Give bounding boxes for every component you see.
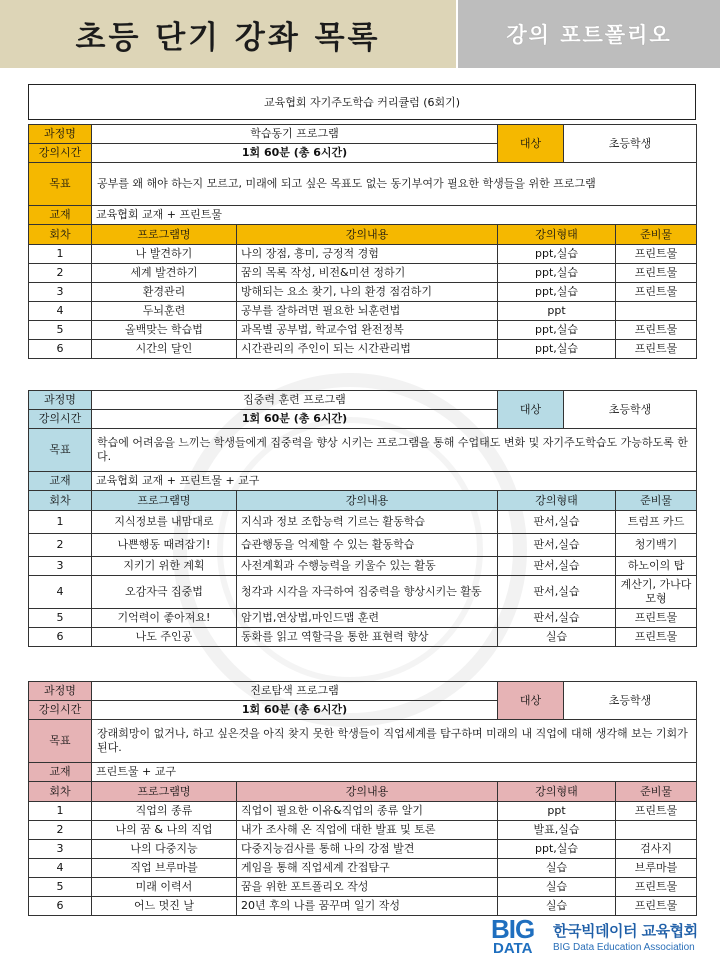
logo-mark-top: BIG	[491, 914, 535, 944]
program-name: 나도 주인공	[92, 628, 237, 647]
goal-text: 학습에 어려움을 느끼는 학생들에게 집중력을 향상 시키는 프로그램을 통해 수업태도 변화 및 자기주도학습도 가능하도록 한다.	[92, 429, 697, 472]
table-row	[29, 302, 697, 321]
target-value: 초등학생	[564, 682, 697, 720]
content-text: 꿈의 목록 작성, 비전&미션 정하기	[237, 264, 498, 283]
session-no: 2	[29, 264, 92, 283]
goal-text: 장래희망이 없거나, 하고 싶은것을 아직 찾지 못한 학생들이 직업세계를 탐구하며 미래의 내 직업에 대해 생각해 보는 기회가 된다.	[92, 720, 697, 763]
prep-text: 프린트물	[616, 878, 697, 897]
session-no: 5	[29, 609, 92, 628]
program-name: 올백맞는 학습법	[92, 321, 237, 340]
program-name: 오감자극 집중법	[92, 576, 237, 609]
col-program: 프로그램명	[92, 225, 237, 245]
content-text: 암기법,연상법,마인드맵 훈련	[237, 609, 498, 628]
table-row	[29, 264, 697, 283]
program-name: 환경관리	[92, 283, 237, 302]
format-text: 판서,실습	[498, 511, 616, 534]
prep-text: 프린트물	[616, 340, 697, 359]
target-value: 초등학생	[564, 391, 697, 429]
bigdata-logo-mark	[489, 916, 551, 960]
format-text: 실습	[498, 878, 616, 897]
hours-value: 1회 60분 (총 6시간)	[92, 410, 498, 429]
prep-text: 프린트물	[616, 264, 697, 283]
table-row	[29, 534, 697, 557]
col-session: 회차	[29, 225, 92, 245]
table-row	[29, 802, 697, 821]
prep-text: 검사지	[616, 840, 697, 859]
col-session: 회차	[29, 491, 92, 511]
table-row	[29, 628, 697, 647]
session-no: 6	[29, 628, 92, 647]
prep-text: 브루마블	[616, 859, 697, 878]
session-no: 6	[29, 897, 92, 916]
content-text: 공부를 잘하려면 필요한 뇌훈련법	[237, 302, 498, 321]
session-no: 4	[29, 576, 92, 609]
col-session: 회차	[29, 782, 92, 802]
session-no: 6	[29, 340, 92, 359]
format-text: ppt,실습	[498, 264, 616, 283]
prep-text	[616, 302, 697, 321]
session-no: 1	[29, 802, 92, 821]
content-text: 과목별 공부법, 학교수업 완전정복	[237, 321, 498, 340]
logo-korean-name: 한국빅데이터 교육협회	[553, 922, 698, 940]
content-text: 시간관리의 주인이 되는 시간관리법	[237, 340, 498, 359]
program-name: 어느 멋진 날	[92, 897, 237, 916]
course-name: 학습동기 프로그램	[92, 125, 498, 144]
material-text: 교육협회 교재 + 프린트물	[92, 206, 697, 225]
format-text: 판서,실습	[498, 534, 616, 557]
content-text: 꿈을 위한 포트폴리오 작성	[237, 878, 498, 897]
logo-english-name: BIG Data Education Association	[553, 942, 695, 953]
program-name: 나쁜행동 때려잡기!	[92, 534, 237, 557]
format-text: 실습	[498, 897, 616, 916]
portfolio-banner	[458, 0, 720, 68]
content-text: 방해되는 요소 찾기, 나의 환경 점검하기	[237, 283, 498, 302]
format-text: 실습	[498, 628, 616, 647]
prep-text: 프린트물	[616, 609, 697, 628]
format-text: ppt,실습	[498, 245, 616, 264]
session-no: 3	[29, 840, 92, 859]
table-row	[29, 321, 697, 340]
session-no: 3	[29, 557, 92, 576]
col-format: 강의형태	[498, 225, 616, 245]
session-no: 3	[29, 283, 92, 302]
goal-text: 공부를 왜 해야 하는지 모르고, 미래에 되고 싶은 목표도 없는 동기부여가 필요한 학생들을 위한 프로그램	[92, 163, 697, 206]
program-name: 시간의 달인	[92, 340, 237, 359]
hours-label: 강의시간	[29, 144, 92, 163]
content-text: 지식과 정보 조합능력 기르는 활동학습	[237, 511, 498, 534]
table-row	[29, 511, 697, 534]
format-text: ppt	[498, 302, 616, 321]
session-no: 1	[29, 511, 92, 534]
goal-label: 목표	[29, 720, 92, 763]
session-no: 5	[29, 878, 92, 897]
prep-text: 프린트물	[616, 628, 697, 647]
program-name: 지식정보를 내맘대로	[92, 511, 237, 534]
table-row	[29, 878, 697, 897]
page-header	[0, 0, 720, 68]
content-text: 게임을 통해 직업세계 간접탐구	[237, 859, 498, 878]
format-text: ppt,실습	[498, 283, 616, 302]
program-name: 직업의 종류	[92, 802, 237, 821]
col-prep: 준비물	[616, 491, 697, 511]
col-content: 강의내용	[237, 491, 498, 511]
course-label: 과정명	[29, 391, 92, 410]
format-text: 실습	[498, 859, 616, 878]
content-text: 다중지능검사를 통해 나의 강점 발견	[237, 840, 498, 859]
col-prep: 준비물	[616, 782, 697, 802]
session-no: 5	[29, 321, 92, 340]
program-name: 나 발견하기	[92, 245, 237, 264]
format-text: ppt,실습	[498, 340, 616, 359]
format-text: 판서,실습	[498, 576, 616, 609]
program-name: 직업 브루마블	[92, 859, 237, 878]
material-text: 교육협회 교재 + 프린트물 + 교구	[92, 472, 697, 491]
prep-text: 프린트물	[616, 897, 697, 916]
col-program: 프로그램명	[92, 782, 237, 802]
program-name: 미래 이력서	[92, 878, 237, 897]
col-content: 강의내용	[237, 782, 498, 802]
target-label: 대상	[498, 682, 564, 720]
course-section-1	[28, 124, 696, 359]
table-row	[29, 576, 697, 609]
course-section-3	[28, 681, 696, 916]
table-row	[29, 283, 697, 302]
bigdata-logo	[489, 916, 720, 960]
material-label: 교재	[29, 763, 92, 782]
content-text: 습관행동을 억제할 수 있는 활동학습	[237, 534, 498, 557]
session-no: 2	[29, 821, 92, 840]
portfolio-label: 강의 포트폴리오	[506, 23, 672, 47]
session-no: 1	[29, 245, 92, 264]
prep-text: 프린트물	[616, 245, 697, 264]
table-row	[29, 897, 697, 916]
material-text: 프린트물 + 교구	[92, 763, 697, 782]
prep-text: 계산기, 가나다모형	[616, 576, 697, 609]
course-name: 집중력 훈련 프로그램	[92, 391, 498, 410]
table-row	[29, 859, 697, 878]
goal-label: 목표	[29, 429, 92, 472]
content-text: 나의 장점, 흥미, 긍정적 경험	[237, 245, 498, 264]
hours-value: 1회 60분 (총 6시간)	[92, 701, 498, 720]
col-prep: 준비물	[616, 225, 697, 245]
content-text: 내가 조사해 온 직업에 대한 발표 및 토론	[237, 821, 498, 840]
course-label: 과정명	[29, 125, 92, 144]
col-format: 강의형태	[498, 491, 616, 511]
course-label: 과정명	[29, 682, 92, 701]
course-section-2	[28, 390, 696, 647]
material-label: 교재	[29, 472, 92, 491]
session-no: 4	[29, 302, 92, 321]
curriculum-title: 교육협회 자기주도학습 커리큘럼 (6회기)	[28, 84, 696, 120]
prep-text	[616, 821, 697, 840]
program-name: 두뇌훈련	[92, 302, 237, 321]
target-label: 대상	[498, 391, 564, 429]
col-content: 강의내용	[237, 225, 498, 245]
content-text: 직업이 필요한 이유&직업의 종류 알기	[237, 802, 498, 821]
table-row	[29, 557, 697, 576]
prep-text: 청기백기	[616, 534, 697, 557]
page-title: 초등 단기 강좌 목록	[75, 19, 381, 56]
content-text: 사전계획과 수행능력을 키울수 있는 활동	[237, 557, 498, 576]
table-row	[29, 840, 697, 859]
content-text: 청각과 시각을 자극하여 집중력을 향상시키는 활동	[237, 576, 498, 609]
format-text: 발표,실습	[498, 821, 616, 840]
program-name: 세계 발견하기	[92, 264, 237, 283]
table-row	[29, 821, 697, 840]
session-no: 4	[29, 859, 92, 878]
content-text: 동화를 읽고 역할극을 통한 표현력 향상	[237, 628, 498, 647]
content-text: 20년 후의 나를 꿈꾸며 일기 작성	[237, 897, 498, 916]
format-text: ppt	[498, 802, 616, 821]
prep-text: 트럼프 카드	[616, 511, 697, 534]
col-program: 프로그램명	[92, 491, 237, 511]
goal-label: 목표	[29, 163, 92, 206]
hours-label: 강의시간	[29, 410, 92, 429]
prep-text: 하노이의 탑	[616, 557, 697, 576]
course-name: 진로탐색 프로그램	[92, 682, 498, 701]
table-row	[29, 340, 697, 359]
program-name: 나의 다중지능	[92, 840, 237, 859]
prep-text: 프린트물	[616, 283, 697, 302]
hours-label: 강의시간	[29, 701, 92, 720]
target-value: 초등학생	[564, 125, 697, 163]
format-text: ppt,실습	[498, 840, 616, 859]
format-text: 판서,실습	[498, 609, 616, 628]
col-format: 강의형태	[498, 782, 616, 802]
format-text: 판서,실습	[498, 557, 616, 576]
logo-mark-bottom: DATA	[493, 940, 533, 957]
program-name: 기억력이 좋아져요!	[92, 609, 237, 628]
program-name: 나의 꿈 & 나의 직업	[92, 821, 237, 840]
material-label: 교재	[29, 206, 92, 225]
prep-text: 프린트물	[616, 802, 697, 821]
table-row	[29, 609, 697, 628]
program-name: 지키기 위한 계획	[92, 557, 237, 576]
session-no: 2	[29, 534, 92, 557]
prep-text: 프린트물	[616, 321, 697, 340]
target-label: 대상	[498, 125, 564, 163]
format-text: ppt,실습	[498, 321, 616, 340]
hours-value: 1회 60분 (총 6시간)	[92, 144, 498, 163]
title-banner	[0, 0, 458, 68]
table-row	[29, 245, 697, 264]
